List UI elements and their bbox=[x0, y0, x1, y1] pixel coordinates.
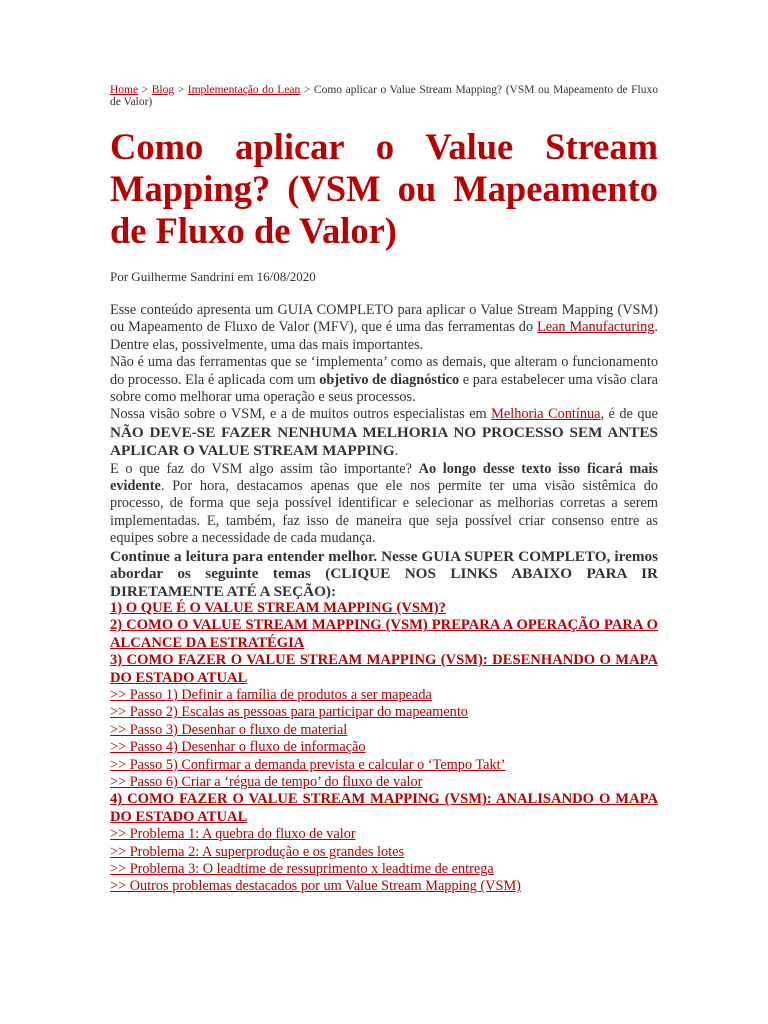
text: Não é uma das ferramentas que se ‘implementa’ como as demais, que alteram o funcionamento do processo. Ela é aplicada com um bbox=[110, 354, 658, 388]
text: E o que faz do VSM algo assim tão importante? bbox=[110, 460, 419, 477]
toc-step-link[interactable]: >> Passo 4) Desenhar o fluxo de informação bbox=[110, 739, 366, 756]
text: Esse conteúdo apresenta um GUIA COMPLETO para aplicar o Value Stream Mapping (VSM) ou Mapeamento de Fluxo de Valor (MFV), que é uma das ferramentas do bbox=[110, 302, 658, 336]
paragraph-vision bbox=[110, 406, 658, 460]
toc-step-link[interactable]: >> Passo 3) Desenhar o fluxo de material bbox=[110, 721, 348, 738]
paragraph-intro bbox=[110, 302, 658, 354]
toc-problem-link[interactable]: >> Problema 3: O leadtime de ressuprimento x leadtime de entrega bbox=[110, 861, 494, 877]
article-body bbox=[110, 302, 658, 896]
page-title: Como aplicar o Value Stream Mapping? (VSM ou Mapeamento de Fluxo de Valor) bbox=[110, 126, 658, 251]
breadcrumb bbox=[110, 84, 658, 108]
toc-step-link[interactable]: >> Passo 6) Criar a ‘régua de tempo’ do fluxo de valor bbox=[110, 773, 423, 790]
toc-section-4-link[interactable]: 4) COMO FAZER O VALUE STREAM MAPPING (VSM): ANALISANDO O MAPA DO ESTADO ATUAL bbox=[110, 791, 658, 825]
article bbox=[110, 84, 658, 896]
lean-manufacturing-link[interactable]: Lean Manufacturing bbox=[537, 319, 655, 336]
toc-step-link[interactable]: >> Passo 1) Definir a família de produtos a ser mapeada bbox=[110, 686, 432, 703]
breadcrumb-home-link[interactable]: Home bbox=[110, 84, 139, 96]
breadcrumb-category-link[interactable]: Implementação do Lean bbox=[187, 84, 301, 96]
toc-step-link[interactable]: >> Passo 2) Escalas as pessoas para participar do mapeamento bbox=[110, 704, 468, 721]
melhoria-continua-link[interactable]: Melhoria Contínua bbox=[491, 406, 601, 423]
toc-problem-link[interactable]: >> Outros problemas destacados por um Value Stream Mapping (VSM) bbox=[110, 878, 521, 895]
toc-section-3-link[interactable]: 3) COMO FAZER O VALUE STREAM MAPPING (VSM): DESENHANDO O MAPA DO ESTADO ATUAL bbox=[110, 652, 658, 686]
toc-section-2-link[interactable]: 2) COMO O VALUE STREAM MAPPING (VSM) PREPARA A OPERAÇÃO PARA O ALCANCE DA ESTRATÉGIA bbox=[110, 617, 658, 651]
breadcrumb-separator: > bbox=[174, 84, 188, 96]
breadcrumb-separator: > bbox=[138, 84, 152, 96]
toc-problem-link[interactable]: >> Problema 1: A quebra do fluxo de valor bbox=[110, 826, 356, 843]
toc-section-1-link[interactable]: 1) O QUE É O VALUE STREAM MAPPING (VSM)? bbox=[110, 599, 446, 616]
paragraph-importance bbox=[110, 461, 658, 548]
toc-step-link[interactable]: >> Passo 5) Confirmar a demanda prevista e calcular o ‘Tempo Takt’ bbox=[110, 756, 506, 773]
breadcrumb-separator: > bbox=[300, 84, 314, 96]
text: e para estabelecer uma visão clara sobre como melhorar uma operação e seus processos. bbox=[110, 371, 658, 406]
bold-text: NÃO DEVE-SE FAZER NENHUMA MELHORIA NO PROCESSO SEM ANTES APLICAR O VALUE STREAM MAPPING bbox=[110, 423, 658, 460]
table-of-contents bbox=[110, 600, 658, 896]
bold-text: Ao longo desse texto isso ficará mais evidente bbox=[110, 460, 658, 495]
breadcrumb-blog-link[interactable]: Blog bbox=[151, 84, 175, 96]
paragraph-diagnostic bbox=[110, 354, 658, 406]
text: Nossa visão sobre o VSM, e a de muitos outros especialistas em bbox=[110, 406, 492, 423]
text: . Por hora, destacamos apenas que ele nos permite ter uma visão sistêmica do processo, de forma que seja possível identificar e selecionar as melhorias corretas a serem implementadas. E, também, faz isso de maneira que seja possível criar consenso entre as equipes sobre a necessidade de cada mudança. bbox=[110, 478, 658, 547]
text: , é de que bbox=[600, 406, 658, 423]
breadcrumb-current: Como aplicar o Value Stream Mapping? (VSM ou Mapeamento de Fluxo de Valor) bbox=[110, 84, 658, 108]
text: . bbox=[394, 443, 399, 460]
bold-text: objetivo de diagnóstico bbox=[319, 371, 460, 388]
toc-problem-link[interactable]: >> Problema 2: A superprodução e os grandes lotes bbox=[110, 843, 405, 860]
byline: Por Guilherme Sandrini em 16/08/2020 bbox=[110, 269, 316, 284]
text: . Dentre elas, possivelmente, uma das mais importantes. bbox=[110, 319, 658, 353]
lead-paragraph: Continue a leitura para entender melhor. Nesse GUIA SUPER COMPLETO, iremos abordar os seguinte temas (CLIQUE NOS LINKS ABAIXO PARA IR DIRETAMENTE ATÉ A SEÇÃO): bbox=[110, 547, 658, 600]
